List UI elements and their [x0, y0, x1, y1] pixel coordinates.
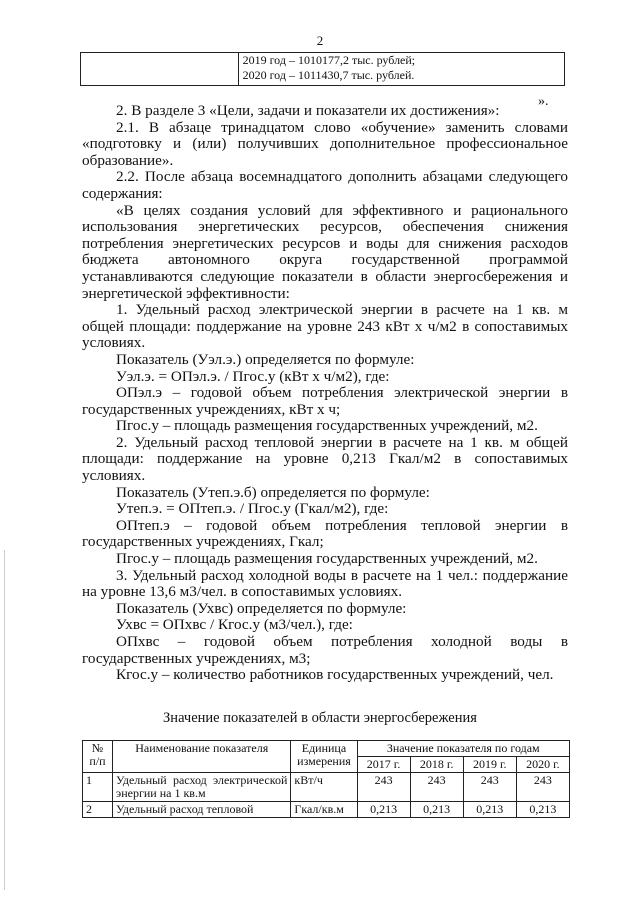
table-header-row — [83, 741, 570, 757]
paragraph: Пгос.у – площадь размещения государственных учреждений, м2. — [116, 417, 538, 435]
indicators-table — [82, 740, 570, 818]
empty-cell — [81, 53, 239, 86]
header-values-group: Значение показателя по годам — [357, 741, 569, 757]
paragraph: 2. Удельный расход тепловой энергии в расчете на 1 кв. м общей площади: поддержание на уровне 0,213 Гкал/м2 в сопоставимых условиях. — [82, 433, 568, 485]
paragraph: ОПхвс – годовой объем потребления холодной воды в государственных учреждениях, м3; — [82, 633, 568, 667]
row-value: 243 — [357, 773, 410, 802]
paragraph: Кгос.у – количество работников государственных учреждений, чел. — [116, 666, 554, 684]
row-num: 1 — [83, 773, 113, 802]
paragraph: Показатель (Уэл.э.) определяется по формуле: — [116, 350, 415, 368]
row-unit: Гкал/кв.м — [291, 802, 357, 818]
paragraph: ОПтеп.э – годовой объем потребления тепловой энергии в государственных учреждениях, Гкал; — [82, 516, 568, 551]
header-num: № п/п — [83, 741, 113, 773]
row-value: 243 — [516, 773, 569, 802]
header-year: 2017 г. — [357, 757, 410, 773]
page-number: 2 — [316, 33, 324, 48]
formula: Утеп.э. = ОПтеп.э. / Пгос.у (Гкал/м2), где: — [116, 500, 389, 518]
table-title: Значение показателей в области энергосбережения — [163, 710, 477, 726]
paragraph: 2.2. После абзаца восемнадцатого дополнить абзацами следующего содержания: — [82, 168, 568, 202]
row-value: 243 — [463, 773, 516, 802]
paragraph: Показатель (Ухвс) определяется по формуле: — [116, 599, 407, 617]
table-row — [81, 53, 565, 86]
row-name: Удельный расход электрической энергии на 1 кв.м — [113, 773, 291, 802]
budget-cell — [238, 53, 564, 86]
formula: Ухвс = ОПхвс / Кгос.у (м3/чел.), где: — [116, 616, 353, 634]
row-name: Удельный расход тепловой — [113, 802, 291, 818]
row-num: 2 — [83, 802, 113, 818]
closing-quote-mark: ». — [538, 94, 549, 109]
table-row — [83, 773, 570, 802]
paragraph: «В целях создания условий для эффективного и рационального использования энергетических ресурсов, обеспечения снижения потребления энергетических ресурсов и воды для снижения расходов бюджета автономного округа государственной программой устанавливаются следующие показатели в области энергосбережения и энергетической эффективности: — [82, 201, 568, 302]
scan-edge-line — [4, 550, 5, 890]
row-value: 0,213 — [357, 802, 410, 818]
formula: Уэл.э. = ОПэл.э. / Пгос.у (кВт х ч/м2), где: — [116, 367, 390, 385]
row-value: 0,213 — [410, 802, 463, 818]
table-row — [83, 802, 570, 818]
row-value: 0,213 — [516, 802, 569, 818]
header-unit: Единица измерения — [291, 741, 357, 773]
paragraph: 2.1. В абзаце тринадцатом слово «обучение» заменить словами «подготовку и (или) получивших дополнительное профессиональное образование». — [82, 118, 568, 169]
header-year: 2019 г. — [463, 757, 516, 773]
budget-table-fragment — [80, 52, 565, 86]
header-year: 2020 г. — [516, 757, 569, 773]
budget-line-2019: 2019 год – 1010177,2 тыс. рублей; — [242, 53, 416, 67]
paragraph: 1. Удельный расход электрической энергии в расчете на 1 кв. м общей площади: поддержание на уровне 243 кВт х ч/м2 в сопоставимых условиях. — [82, 301, 568, 352]
header-name: Наименование показателя — [113, 741, 291, 773]
paragraph: Показатель (Утеп.э.б) определяется по формуле: — [116, 483, 430, 501]
row-value: 0,213 — [463, 802, 516, 818]
budget-line-2020: 2020 год – 1011430,7 тыс. рублей. — [242, 68, 415, 82]
paragraph: 2. В разделе 3 «Цели, задачи и показатели их достижения»: — [116, 102, 500, 119]
paragraph: ОПэл.э – годовой объем потребления электрической энергии в государственных учреждениях, кВт х ч; — [82, 384, 568, 418]
row-value: 243 — [410, 773, 463, 802]
header-year: 2018 г. — [410, 757, 463, 773]
paragraph: Пгос.у – площадь размещения государственных учреждений, м2. — [116, 550, 538, 568]
document-body — [82, 103, 568, 684]
paragraph: 3. Удельный расход холодной воды в расчете на 1 чел.: поддержание на уровне 13,6 м3/чел. в сопоставимых условиях. — [82, 566, 568, 601]
row-unit: кВт/ч — [291, 773, 357, 802]
